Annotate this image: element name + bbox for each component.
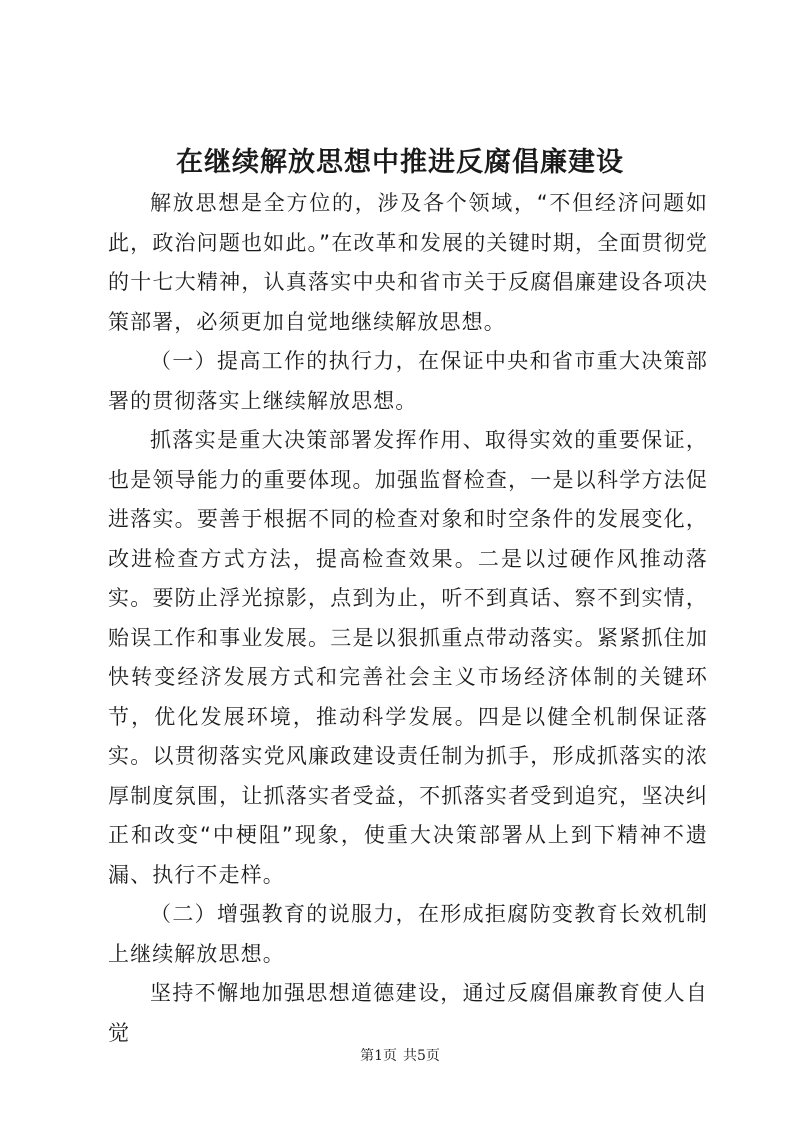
page-footer	[0, 1046, 800, 1066]
paragraph-heading-2: （二）增强教育的说服力，在形成拒腐防变教育长效机制上继续解放思想。	[108, 902, 708, 966]
document-title: 在继续解放思想中推进反腐倡廉建设	[176, 147, 624, 178]
paragraph-implementation: 抓落实是重大决策部署发挥作用、取得实效的重要保证，也是领导能力的重要体现。加强监督检查，一是以科学方法促进落实。要善于根据不同的检查对象和时空条件的发展变化，改进检查方式方法，提高检查效果。二是以过硬作风推动落实。要防止浮光掠影，点到为止，听不到真话、察不到实情，贻误工作和事业发展。三是以狠抓重点带动落实。紧紧抓住加快转变经济发展方式和完善社会主义市场经济体制的关键环节，优化发展环境，推动科学发展。四是以健全机制保证落实。以贯彻落实党风廉政建设责任制为抓手，形成抓落实的浓厚制度氛围，让抓落实者受益，不抓落实者受到追究，坚决纠正和改变“中梗阻”现象，使重大决策部署从上到下精神不遗漏、执行不走样。	[108, 428, 708, 887]
document-body	[108, 184, 708, 1053]
paragraph-heading-1: （一）提高工作的执行力，在保证中央和省市重大决策部署的贯彻落实上继续解放思想。	[108, 349, 708, 413]
paragraph-education: 坚持不懈地加强思想道德建设，通过反腐倡廉教育使人自觉	[108, 981, 708, 1045]
page-total: 共5页	[403, 1048, 440, 1064]
page-number: 第1页	[360, 1048, 397, 1064]
paragraph-intro: 解放思想是全方位的，涉及各个领域，“不但经济问题如此，政治问题也如此。”在改革和发展的关键时期，全面贯彻党的十七大精神，认真落实中央和省市关于反腐倡廉建设各项决策部署，必须更加自觉地继续解放思想。	[108, 191, 708, 334]
